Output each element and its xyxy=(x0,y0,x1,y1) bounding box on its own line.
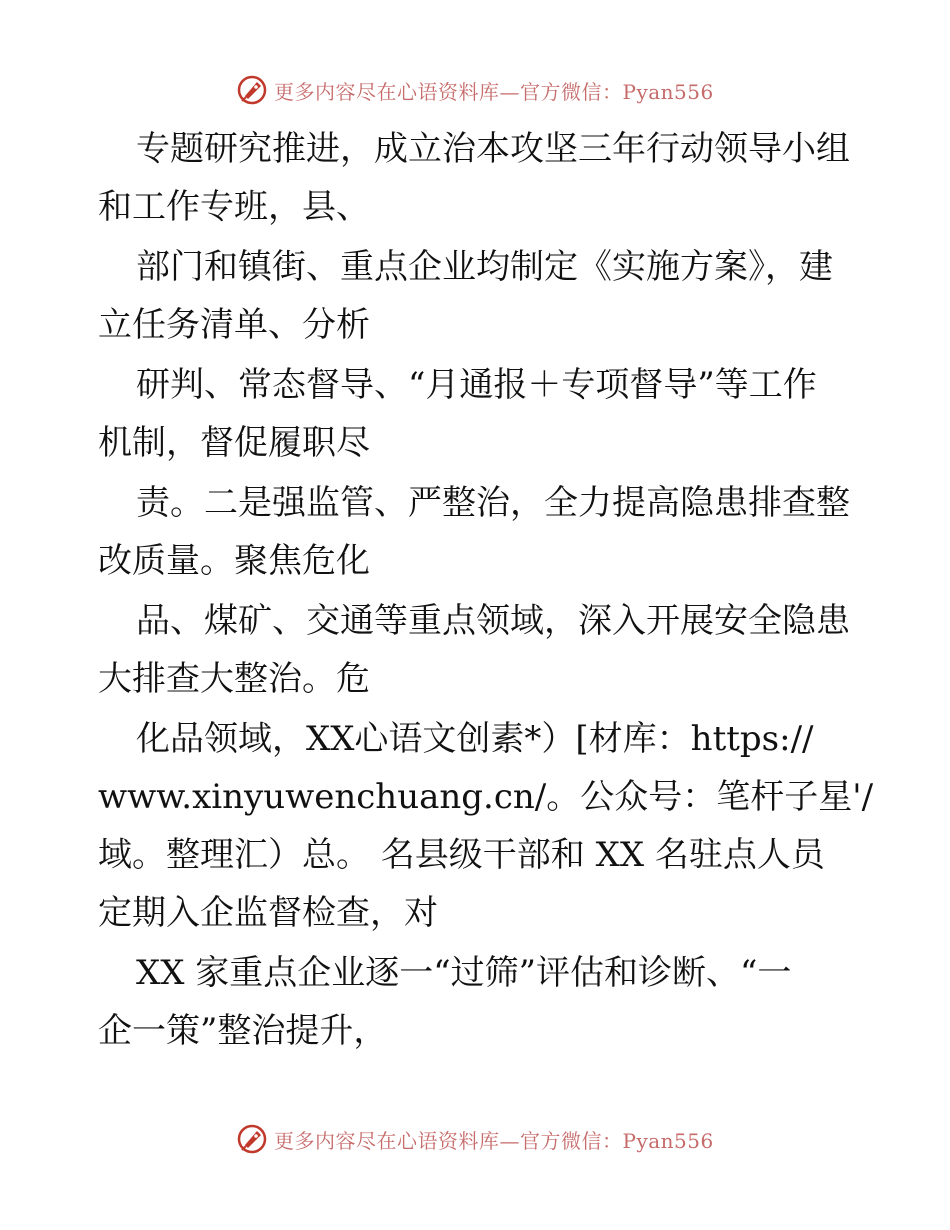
footer-banner-text: 更多内容尽在心语资料库—官方微信：Pyan556 xyxy=(274,1128,714,1153)
text-line: 部门和镇街、重点企业均制定《实施方案》，建 xyxy=(136,247,833,287)
text-line: 专题研究推进，成立治本攻坚三年行动领导小组 xyxy=(136,129,850,169)
text-line: 大排查大整治。危 xyxy=(98,659,370,699)
text-line: 立任务清单、分析 xyxy=(98,305,370,345)
document-body xyxy=(98,120,874,1062)
paragraph xyxy=(98,474,858,590)
text-line: 改质量。聚焦危化 xyxy=(98,541,370,581)
paragraph xyxy=(98,592,858,708)
text-line: 和工作专班，县、 xyxy=(98,187,370,227)
paragraph xyxy=(98,356,858,472)
text-line: 研判、常态督导、“月通报＋专项督导”等工作 xyxy=(136,365,817,405)
pen-nib-logo-icon xyxy=(236,74,268,106)
text-line: www.xinyuwenchuang.cn/。公众号：笔杆子星'/ xyxy=(98,777,874,817)
paragraph xyxy=(98,710,874,942)
paragraph xyxy=(98,944,858,1060)
text-line: 定期入企监督检查，对 xyxy=(98,893,438,933)
paragraph xyxy=(98,238,858,354)
paragraph xyxy=(98,120,858,236)
text-line: 域。整理汇）总。 名县级干部和 XX 名驻点人员 xyxy=(98,835,825,875)
text-line: 品、煤矿、交通等重点领域，深入开展安全隐患 xyxy=(136,601,850,641)
header-banner-text: 更多内容尽在心语资料库—官方微信：Pyan556 xyxy=(274,79,714,104)
text-line: 企一策”整治提升， xyxy=(98,1011,388,1051)
footer-banner xyxy=(236,1122,714,1156)
text-line: 机制，督促履职尽 xyxy=(98,423,370,463)
text-line: 责。二是强监管、严整治，全力提高隐患排查整 xyxy=(136,483,850,523)
header-banner xyxy=(236,73,714,107)
text-line: XX 家重点企业逐一“过筛”评估和诊断、“一 xyxy=(136,953,792,993)
pen-nib-logo-icon xyxy=(236,1123,268,1155)
text-line: 化品领域，XX心语文创素*）[材库：https:// xyxy=(136,719,814,759)
